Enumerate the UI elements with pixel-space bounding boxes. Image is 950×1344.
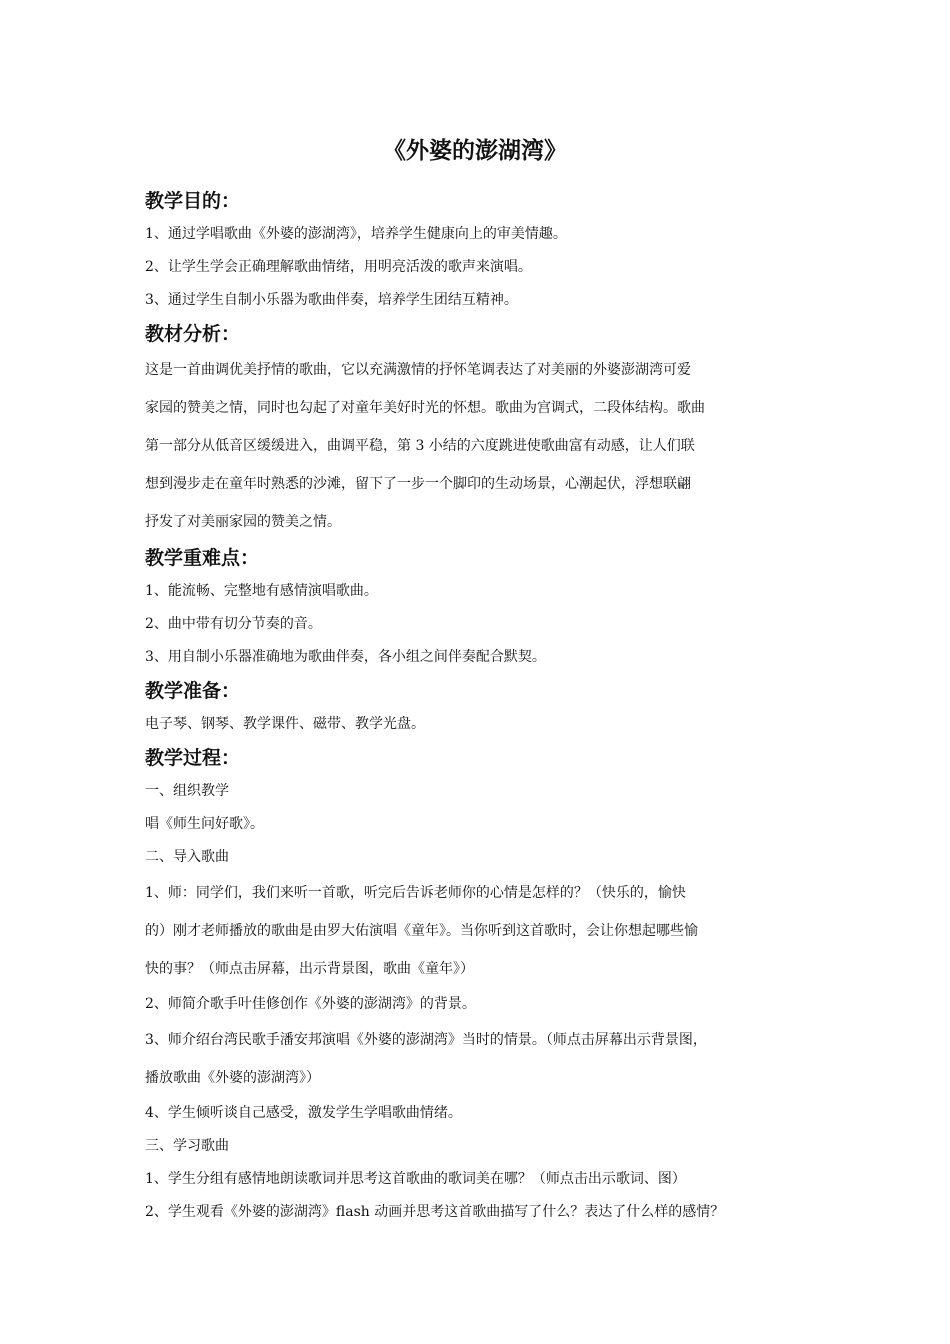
- objective-item: 2、让学生学会正确理解歌曲情绪，用明亮活泼的歌声来演唱。: [145, 259, 532, 275]
- key-point-item: 2、曲中带有切分节奏的音。: [145, 616, 322, 632]
- process-item: 1、学生分组有感情地朗读歌词并思考这首歌曲的歌词美在哪？（师点击出示歌词、图）: [145, 1171, 686, 1187]
- preparation-text: 电子琴、钢琴、教学课件、磁带、教学光盘。: [145, 716, 425, 732]
- key-point-item: 1、能流畅、完整地有感情演唱歌曲。: [145, 583, 378, 599]
- objective-item: 1、通过学唱歌曲《外婆的澎湖湾》，培养学生健康向上的审美情趣。: [145, 226, 567, 242]
- process-item: 4、学生倾听谈自己感受，激发学生学唱歌曲情绪。: [145, 1105, 462, 1121]
- analysis-line: 抒发了对美丽家园的赞美之情。: [145, 514, 341, 530]
- analysis-heading: 教材分析：: [145, 323, 241, 345]
- process-step-text: 唱《师生问好歌》。: [145, 816, 264, 832]
- process-item-line: 播放歌曲《外婆的澎湖湾》）: [145, 1070, 320, 1086]
- process-heading: 教学过程：: [145, 747, 241, 769]
- analysis-line: 家园的赞美之情，同时也勾起了对童年美好时光的怀想。歌曲为宫调式，二段体结构。歌曲: [145, 400, 705, 416]
- document-title: 《外婆的澎湖湾》: [383, 138, 567, 164]
- process-item-line: 的）刚才老师播放的歌曲是由罗大佑演唱《童年》。当你听到这首歌时，会让你想起哪些愉: [145, 923, 698, 939]
- analysis-line: 想到漫步走在童年时熟悉的沙滩，留下了一步一个脚印的生动场景，心潮起伏，浮想联翩: [145, 476, 691, 492]
- analysis-line: 第一部分从低音区缓缓进入，曲调平稳，第 3 小结的六度跳进使歌曲富有动感，让人们联: [145, 438, 695, 454]
- preparation-heading: 教学准备：: [145, 680, 241, 702]
- key-points-heading: 教学重难点：: [145, 547, 260, 569]
- objectives-heading: 教学目的：: [145, 190, 241, 212]
- objective-item: 3、通过学生自制小乐器为歌曲伴奏，培养学生团结互精神。: [145, 292, 518, 308]
- process-item-line: 快的事？（师点击屏幕，出示背景图，歌曲《童年》）: [145, 961, 474, 977]
- process-item: 2、师简介歌手叶佳修创作《外婆的澎湖湾》的背景。: [145, 996, 476, 1012]
- process-item-line: 1、师：同学们，我们来听一首歌，听完后告诉老师你的心情是怎样的？（快乐的，愉快: [145, 885, 686, 901]
- process-item-line: 3、师介绍台湾民歌手潘安邦演唱《外婆的澎湖湾》当时的情景。（师点击屏幕出示背景图，: [145, 1032, 707, 1048]
- process-step-title: 三、学习歌曲: [145, 1138, 229, 1154]
- analysis-line: 这是一首曲调优美抒情的歌曲，它以充满激情的抒怀笔调表达了对美丽的外婆澎湖湾可爱: [145, 362, 691, 378]
- process-step-title: 一、组织教学: [145, 783, 229, 799]
- process-step-title: 二、导入歌曲: [145, 849, 229, 865]
- process-item: 2、学生观看《外婆的澎湖湾》flash 动画并思考这首歌曲描写了什么？表达了什么样的感情？: [145, 1204, 725, 1220]
- document-body: [145, 184, 830, 1229]
- key-point-item: 3、用自制小乐器准确地为歌曲伴奏，各小组之间伴奏配合默契。: [145, 649, 546, 665]
